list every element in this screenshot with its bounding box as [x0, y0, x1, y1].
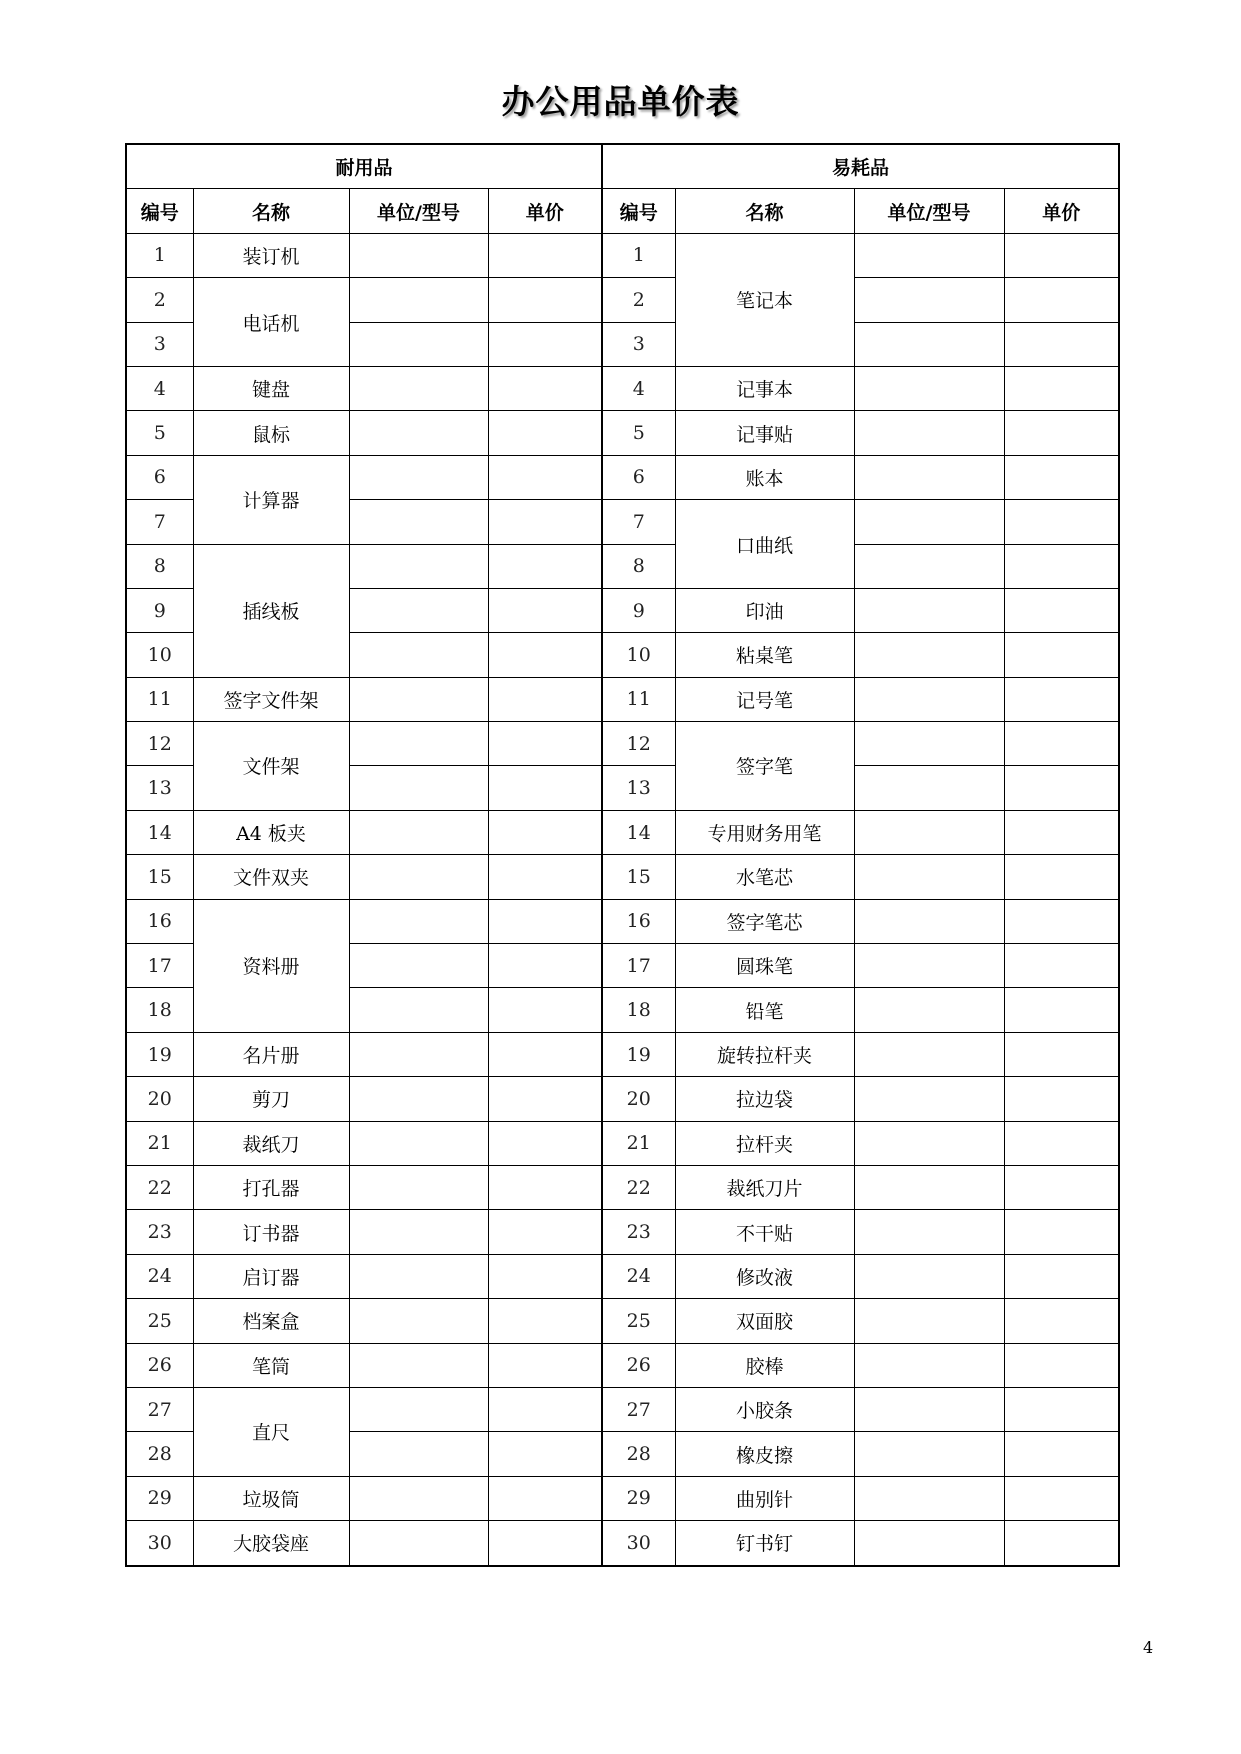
consumable-item-no: 3: [602, 322, 675, 366]
consumable-item-no: 1: [602, 233, 675, 277]
consumable-item-name: 橡皮擦: [675, 1432, 854, 1476]
col-price-header: 单价: [1004, 189, 1119, 233]
consumable-item-unit-model: [854, 1210, 1004, 1254]
durable-item-name: 装订机: [193, 233, 349, 277]
consumable-item-no: 28: [602, 1432, 675, 1476]
consumable-item-price: [1004, 1432, 1119, 1476]
durable-item-unit-model: [349, 1032, 488, 1076]
durable-item-no: 5: [126, 411, 193, 455]
consumable-item-price: [1004, 1077, 1119, 1121]
consumable-item-no: 29: [602, 1476, 675, 1520]
consumable-item-name: 铅笔: [675, 988, 854, 1032]
consumable-item-price: [1004, 455, 1119, 499]
consumable-item-unit-model: [854, 1476, 1004, 1520]
durable-item-no: 30: [126, 1521, 193, 1566]
consumable-item-unit-model: [854, 1432, 1004, 1476]
consumable-item-unit-model: [854, 988, 1004, 1032]
group-header-row: [126, 144, 1119, 189]
table-row: [126, 411, 1119, 455]
consumable-item-no: 26: [602, 1343, 675, 1387]
table-row: [126, 1476, 1119, 1520]
table-row: [126, 1165, 1119, 1209]
durable-item-unit-model: [349, 722, 488, 766]
durable-item-unit-model: [349, 633, 488, 677]
col-unit-header: 单位/型号: [349, 189, 488, 233]
durable-item-unit-model: [349, 1077, 488, 1121]
consumable-item-unit-model: [854, 1032, 1004, 1076]
consumable-item-name: 粘桌笔: [675, 633, 854, 677]
table-row: [126, 1299, 1119, 1343]
consumable-item-price: [1004, 633, 1119, 677]
consumable-item-price: [1004, 677, 1119, 721]
consumable-item-no: 4: [602, 366, 675, 410]
consumable-item-unit-model: [854, 278, 1004, 322]
consumable-item-unit-model: [854, 233, 1004, 277]
durable-item-name: 笔筒: [193, 1343, 349, 1387]
consumable-item-name: 拉边袋: [675, 1077, 854, 1121]
durable-item-price: [488, 366, 602, 410]
durable-item-name: 裁纸刀: [193, 1121, 349, 1165]
durable-item-unit-model: [349, 233, 488, 277]
group-durable-header: 耐用品: [126, 144, 602, 189]
group-consumable-header: 易耗品: [602, 144, 1119, 189]
durable-item-price: [488, 233, 602, 277]
durable-item-price: [488, 322, 602, 366]
consumable-item-no: 19: [602, 1032, 675, 1076]
durable-item-unit-model: [349, 544, 488, 588]
consumable-item-unit-model: [854, 1387, 1004, 1431]
durable-item-name: 电话机: [193, 278, 349, 367]
table-row: [126, 722, 1119, 766]
consumable-item-price: [1004, 588, 1119, 632]
durable-item-unit-model: [349, 1521, 488, 1566]
consumable-item-unit-model: [854, 633, 1004, 677]
durable-item-no: 27: [126, 1387, 193, 1431]
consumable-item-name: 修改液: [675, 1254, 854, 1298]
consumable-item-unit-model: [854, 766, 1004, 810]
durable-item-name: 签字文件架: [193, 677, 349, 721]
durable-item-no: 9: [126, 588, 193, 632]
consumable-item-price: [1004, 278, 1119, 322]
consumable-item-no: 9: [602, 588, 675, 632]
durable-item-unit-model: [349, 411, 488, 455]
durable-item-unit-model: [349, 322, 488, 366]
durable-item-unit-model: [349, 500, 488, 544]
consumable-item-unit-model: [854, 1077, 1004, 1121]
durable-item-unit-model: [349, 855, 488, 899]
table-row: [126, 455, 1119, 499]
durable-item-unit-model: [349, 1299, 488, 1343]
consumable-item-unit-model: [854, 1121, 1004, 1165]
consumable-item-no: 11: [602, 677, 675, 721]
durable-item-unit-model: [349, 1343, 488, 1387]
durable-item-unit-model: [349, 899, 488, 943]
consumable-item-name: 口曲纸: [675, 500, 854, 589]
durable-item-name: A4 板夹: [193, 810, 349, 854]
consumable-item-no: 24: [602, 1254, 675, 1298]
durable-item-no: 13: [126, 766, 193, 810]
consumable-item-no: 16: [602, 899, 675, 943]
table-row: [126, 810, 1119, 854]
table-row: [126, 366, 1119, 410]
consumable-item-no: 6: [602, 455, 675, 499]
consumable-item-price: [1004, 366, 1119, 410]
durable-item-name: 名片册: [193, 1032, 349, 1076]
page-title: 办公用品单价表: [501, 82, 740, 121]
durable-item-name: 文件双夹: [193, 855, 349, 899]
consumable-item-no: 22: [602, 1165, 675, 1209]
consumable-item-no: 17: [602, 944, 675, 988]
table-row: [126, 1387, 1119, 1431]
consumable-item-name: 印油: [675, 588, 854, 632]
durable-item-no: 7: [126, 500, 193, 544]
durable-item-no: 2: [126, 278, 193, 322]
durable-item-unit-model: [349, 766, 488, 810]
durable-item-price: [488, 944, 602, 988]
durable-item-no: 21: [126, 1121, 193, 1165]
durable-item-price: [488, 855, 602, 899]
consumable-item-name: 胶棒: [675, 1343, 854, 1387]
consumable-item-price: [1004, 944, 1119, 988]
durable-item-price: [488, 1032, 602, 1076]
col-unit-header: 单位/型号: [854, 189, 1004, 233]
consumable-item-unit-model: [854, 544, 1004, 588]
durable-item-unit-model: [349, 1210, 488, 1254]
durable-item-no: 11: [126, 677, 193, 721]
consumable-item-unit-model: [854, 366, 1004, 410]
consumable-item-price: [1004, 899, 1119, 943]
consumable-item-no: 2: [602, 278, 675, 322]
durable-item-unit-model: [349, 278, 488, 322]
table-row: [126, 677, 1119, 721]
durable-item-name: 插线板: [193, 544, 349, 677]
consumable-item-name: 双面胶: [675, 1299, 854, 1343]
consumable-item-unit-model: [854, 455, 1004, 499]
durable-item-no: 17: [126, 944, 193, 988]
durable-item-no: 10: [126, 633, 193, 677]
durable-item-price: [488, 411, 602, 455]
durable-item-no: 22: [126, 1165, 193, 1209]
table-row: [126, 1210, 1119, 1254]
consumable-item-unit-model: [854, 588, 1004, 632]
durable-item-price: [488, 500, 602, 544]
consumable-item-no: 8: [602, 544, 675, 588]
durable-item-price: [488, 1432, 602, 1476]
consumable-item-unit-model: [854, 1165, 1004, 1209]
consumable-item-unit-model: [854, 722, 1004, 766]
consumable-item-price: [1004, 1254, 1119, 1298]
durable-item-price: [488, 1210, 602, 1254]
durable-item-unit-model: [349, 1121, 488, 1165]
consumable-item-name: 钉书钉: [675, 1521, 854, 1566]
col-no-header: 编号: [126, 189, 193, 233]
consumable-item-name: 记事贴: [675, 411, 854, 455]
durable-item-unit-model: [349, 810, 488, 854]
consumable-item-price: [1004, 1121, 1119, 1165]
consumable-item-price: [1004, 988, 1119, 1032]
consumable-item-unit-model: [854, 500, 1004, 544]
consumable-item-unit-model: [854, 677, 1004, 721]
consumable-item-name: 专用财务用笔: [675, 810, 854, 854]
durable-item-name: 垃圾筒: [193, 1476, 349, 1520]
consumable-item-name: 签字笔芯: [675, 899, 854, 943]
durable-item-unit-model: [349, 1476, 488, 1520]
consumable-item-no: 7: [602, 500, 675, 544]
consumable-item-price: [1004, 855, 1119, 899]
table-body: [126, 233, 1119, 1565]
durable-item-price: [488, 1165, 602, 1209]
durable-item-price: [488, 278, 602, 322]
consumable-item-no: 20: [602, 1077, 675, 1121]
consumable-item-price: [1004, 233, 1119, 277]
consumable-item-price: [1004, 544, 1119, 588]
durable-item-no: 25: [126, 1299, 193, 1343]
durable-item-no: 16: [126, 899, 193, 943]
durable-item-name: 文件架: [193, 722, 349, 811]
consumable-item-name: 圆珠笔: [675, 944, 854, 988]
durable-item-no: 19: [126, 1032, 193, 1076]
consumable-item-no: 14: [602, 810, 675, 854]
durable-item-price: [488, 988, 602, 1032]
table-row: [126, 1254, 1119, 1298]
consumable-item-price: [1004, 500, 1119, 544]
consumable-item-price: [1004, 1210, 1119, 1254]
consumable-item-no: 12: [602, 722, 675, 766]
consumable-item-unit-model: [854, 1299, 1004, 1343]
consumable-item-price: [1004, 322, 1119, 366]
table-row: [126, 278, 1119, 322]
durable-item-unit-model: [349, 588, 488, 632]
consumable-item-unit-model: [854, 944, 1004, 988]
durable-item-unit-model: [349, 1387, 488, 1431]
table-row: [126, 855, 1119, 899]
table-row: [126, 233, 1119, 277]
consumable-item-price: [1004, 766, 1119, 810]
consumable-item-no: 5: [602, 411, 675, 455]
consumable-item-price: [1004, 1521, 1119, 1566]
durable-item-price: [488, 1077, 602, 1121]
consumable-item-name: 旋转拉杆夹: [675, 1032, 854, 1076]
durable-item-unit-model: [349, 366, 488, 410]
consumable-item-name: 记事本: [675, 366, 854, 410]
consumable-item-price: [1004, 722, 1119, 766]
consumable-item-unit-model: [854, 411, 1004, 455]
durable-item-name: 鼠标: [193, 411, 349, 455]
durable-item-name: 启订器: [193, 1254, 349, 1298]
durable-item-price: [488, 722, 602, 766]
durable-item-name: 计算器: [193, 455, 349, 544]
durable-item-price: [488, 544, 602, 588]
durable-item-no: 23: [126, 1210, 193, 1254]
durable-item-price: [488, 1254, 602, 1298]
durable-item-name: 大胶袋座: [193, 1521, 349, 1566]
consumable-item-name: 不干贴: [675, 1210, 854, 1254]
durable-item-price: [488, 899, 602, 943]
consumable-item-no: 25: [602, 1299, 675, 1343]
consumable-item-price: [1004, 1165, 1119, 1209]
consumable-item-price: [1004, 1343, 1119, 1387]
consumable-item-name: 记号笔: [675, 677, 854, 721]
consumable-item-unit-model: [854, 1521, 1004, 1566]
durable-item-no: 1: [126, 233, 193, 277]
table-row: [126, 544, 1119, 588]
durable-item-no: 29: [126, 1476, 193, 1520]
consumable-item-no: 15: [602, 855, 675, 899]
durable-item-unit-model: [349, 1254, 488, 1298]
durable-item-no: 4: [126, 366, 193, 410]
consumable-item-unit-model: [854, 899, 1004, 943]
consumable-item-price: [1004, 411, 1119, 455]
consumable-item-unit-model: [854, 855, 1004, 899]
consumable-item-unit-model: [854, 1254, 1004, 1298]
durable-item-no: 3: [126, 322, 193, 366]
durable-item-price: [488, 810, 602, 854]
durable-item-price: [488, 588, 602, 632]
durable-item-price: [488, 1343, 602, 1387]
durable-item-price: [488, 1299, 602, 1343]
table-row: [126, 1343, 1119, 1387]
durable-item-price: [488, 1121, 602, 1165]
consumable-item-name: 水笔芯: [675, 855, 854, 899]
consumable-item-price: [1004, 1299, 1119, 1343]
durable-item-name: 档案盒: [193, 1299, 349, 1343]
durable-item-no: 8: [126, 544, 193, 588]
durable-item-no: 20: [126, 1077, 193, 1121]
durable-item-no: 18: [126, 988, 193, 1032]
consumable-item-name: 账本: [675, 455, 854, 499]
durable-item-unit-model: [349, 677, 488, 721]
consumable-item-no: 10: [602, 633, 675, 677]
price-table: [125, 143, 1120, 1567]
durable-item-no: 24: [126, 1254, 193, 1298]
consumable-item-no: 30: [602, 1521, 675, 1566]
durable-item-price: [488, 766, 602, 810]
durable-item-no: 12: [126, 722, 193, 766]
table-row: [126, 1032, 1119, 1076]
consumable-item-name: 签字笔: [675, 722, 854, 811]
durable-item-unit-model: [349, 944, 488, 988]
consumable-item-price: [1004, 1032, 1119, 1076]
durable-item-price: [488, 1521, 602, 1566]
durable-item-price: [488, 1387, 602, 1431]
consumable-item-price: [1004, 810, 1119, 854]
consumable-item-name: 裁纸刀片: [675, 1165, 854, 1209]
consumable-item-name: 笔记本: [675, 233, 854, 366]
consumable-item-name: 小胶条: [675, 1387, 854, 1431]
consumable-item-price: [1004, 1387, 1119, 1431]
column-header-row: [126, 189, 1119, 233]
durable-item-price: [488, 455, 602, 499]
col-name-header: 名称: [193, 189, 349, 233]
consumable-item-no: 27: [602, 1387, 675, 1431]
table-row: [126, 1521, 1119, 1566]
consumable-item-no: 13: [602, 766, 675, 810]
durable-item-unit-model: [349, 455, 488, 499]
consumable-item-name: 拉杆夹: [675, 1121, 854, 1165]
durable-item-no: 28: [126, 1432, 193, 1476]
durable-item-no: 14: [126, 810, 193, 854]
consumable-item-no: 21: [602, 1121, 675, 1165]
durable-item-no: 6: [126, 455, 193, 499]
durable-item-unit-model: [349, 1165, 488, 1209]
durable-item-price: [488, 677, 602, 721]
consumable-item-unit-model: [854, 1343, 1004, 1387]
durable-item-name: 剪刀: [193, 1077, 349, 1121]
consumable-item-unit-model: [854, 810, 1004, 854]
col-price-header: 单价: [488, 189, 602, 233]
durable-item-unit-model: [349, 988, 488, 1032]
consumable-item-no: 23: [602, 1210, 675, 1254]
table-row: [126, 1121, 1119, 1165]
durable-item-name: 键盘: [193, 366, 349, 410]
durable-item-no: 15: [126, 855, 193, 899]
durable-item-name: 直尺: [193, 1387, 349, 1476]
col-no-header: 编号: [602, 189, 675, 233]
table-row: [126, 899, 1119, 943]
durable-item-price: [488, 633, 602, 677]
table-row: [126, 1077, 1119, 1121]
consumable-item-unit-model: [854, 322, 1004, 366]
consumable-item-name: 曲别针: [675, 1476, 854, 1520]
page-number: 4: [1143, 1638, 1154, 1657]
durable-item-name: 打孔器: [193, 1165, 349, 1209]
durable-item-name: 订书器: [193, 1210, 349, 1254]
durable-item-price: [488, 1476, 602, 1520]
consumable-item-price: [1004, 1476, 1119, 1520]
durable-item-no: 26: [126, 1343, 193, 1387]
consumable-item-no: 18: [602, 988, 675, 1032]
durable-item-name: 资料册: [193, 899, 349, 1032]
col-name-header: 名称: [675, 189, 854, 233]
durable-item-unit-model: [349, 1432, 488, 1476]
